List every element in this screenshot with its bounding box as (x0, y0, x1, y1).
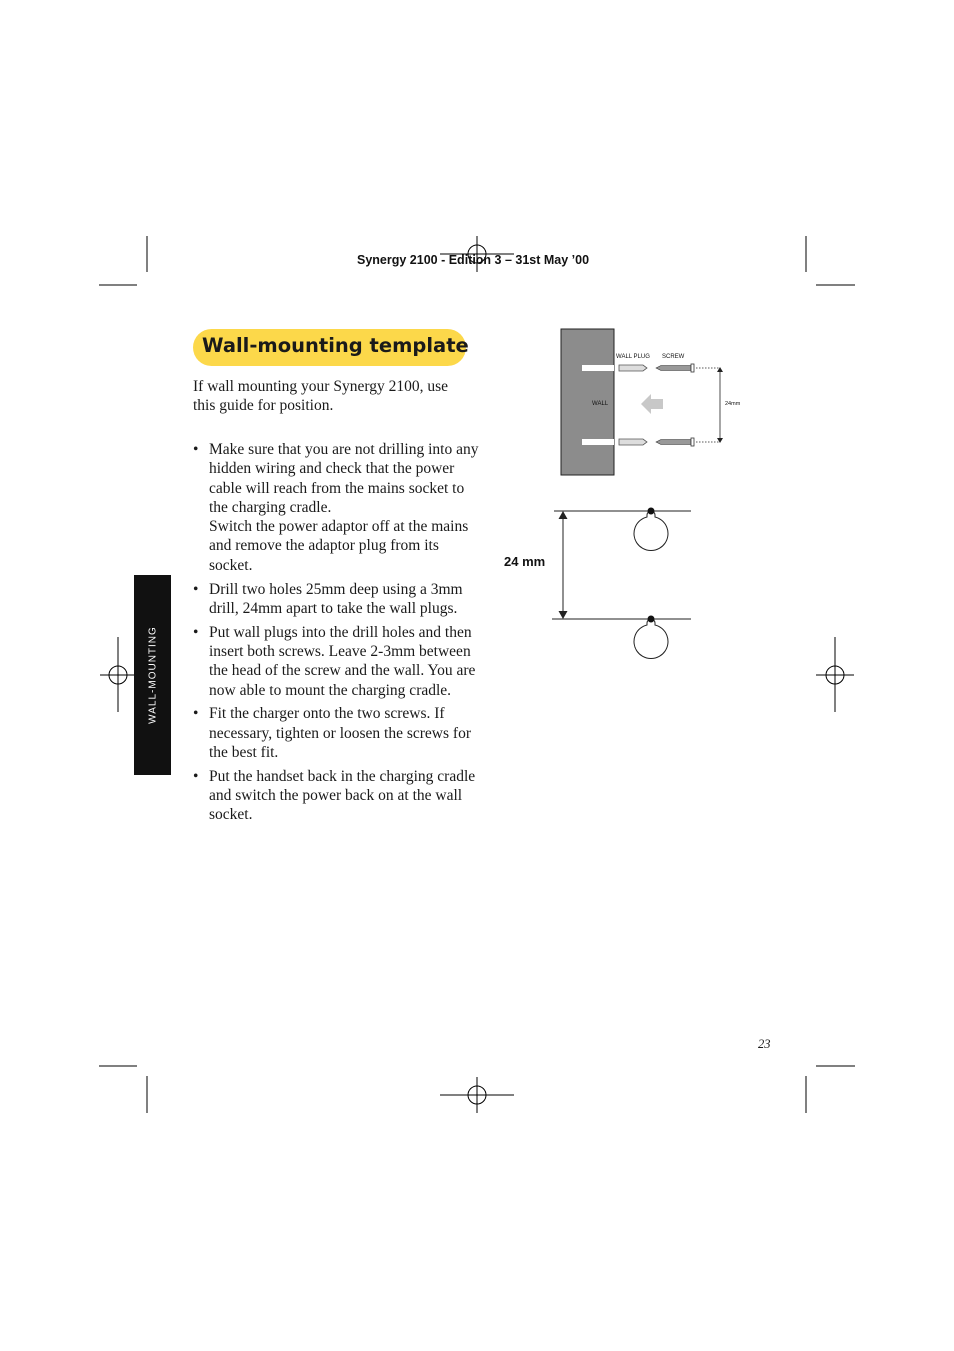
section-side-tab (134, 575, 171, 775)
wall-plug-diagram (555, 325, 755, 480)
upper-keyhole (634, 508, 668, 551)
list-item (193, 623, 483, 700)
bullet-marker: • (193, 705, 199, 723)
bullet-marker: • (193, 623, 199, 641)
running-header: Synergy 2100 - Edition 3 – 31st May ’00 (357, 253, 590, 267)
lower-screw (656, 438, 694, 446)
arrow-left-icon (641, 394, 663, 414)
list-item-text: Put the handset back in the charging cradle and switch the power back on at the wall socket. (209, 767, 476, 824)
bullet-marker: • (193, 767, 199, 785)
list-item-text: Fit the charger onto the two screws. If necessary, tighten or loosen the screws for the best fit. (209, 705, 471, 761)
spacing-small-label: 24mm (725, 401, 741, 407)
screw-label: SCREW (662, 354, 685, 360)
list-item (193, 580, 483, 619)
lower-drill-hole (582, 439, 614, 445)
upper-drill-hole (582, 365, 614, 371)
list-item-text: Drill two holes 25mm deep using a 3mm drill, 24mm apart to take the wall plugs. (209, 580, 463, 617)
wall-label: WALL (592, 401, 609, 407)
side-tab-label: WALL-MOUNTING (147, 626, 158, 724)
bullet-marker: • (193, 580, 199, 598)
lower-wall-plug (619, 439, 647, 445)
intro-paragraph: If wall mounting your Synergy 2100, use this guide for position. (193, 378, 449, 415)
list-item-text: Put wall plugs into the drill holes and then insert both screws. Leave 2-3mm between the head of the screw and the wall. You are now able to mount the charging cradle. (209, 623, 476, 699)
template-spacing-label: 24 mm (504, 554, 546, 569)
list-item (193, 767, 483, 825)
list-item (193, 704, 483, 762)
list-item (193, 440, 483, 575)
list-item-text: Make sure that you are not drilling into any hidden wiring and check that the power cable will reach from the mains socket to the charging cradle. Switch the power adaptor off at the mains and remove the adaptor plug from its socket. (209, 441, 479, 574)
upper-wall-plug (619, 365, 647, 371)
upper-screw (656, 364, 694, 372)
instruction-list (193, 440, 483, 829)
page-title: Wall-mounting template (202, 334, 469, 357)
page-number: 23 (758, 1037, 771, 1051)
bullet-marker: • (193, 441, 199, 458)
lower-keyhole (634, 616, 668, 659)
keyhole-template (500, 495, 700, 665)
wall-plug-label: WALL PLUG (616, 354, 650, 360)
